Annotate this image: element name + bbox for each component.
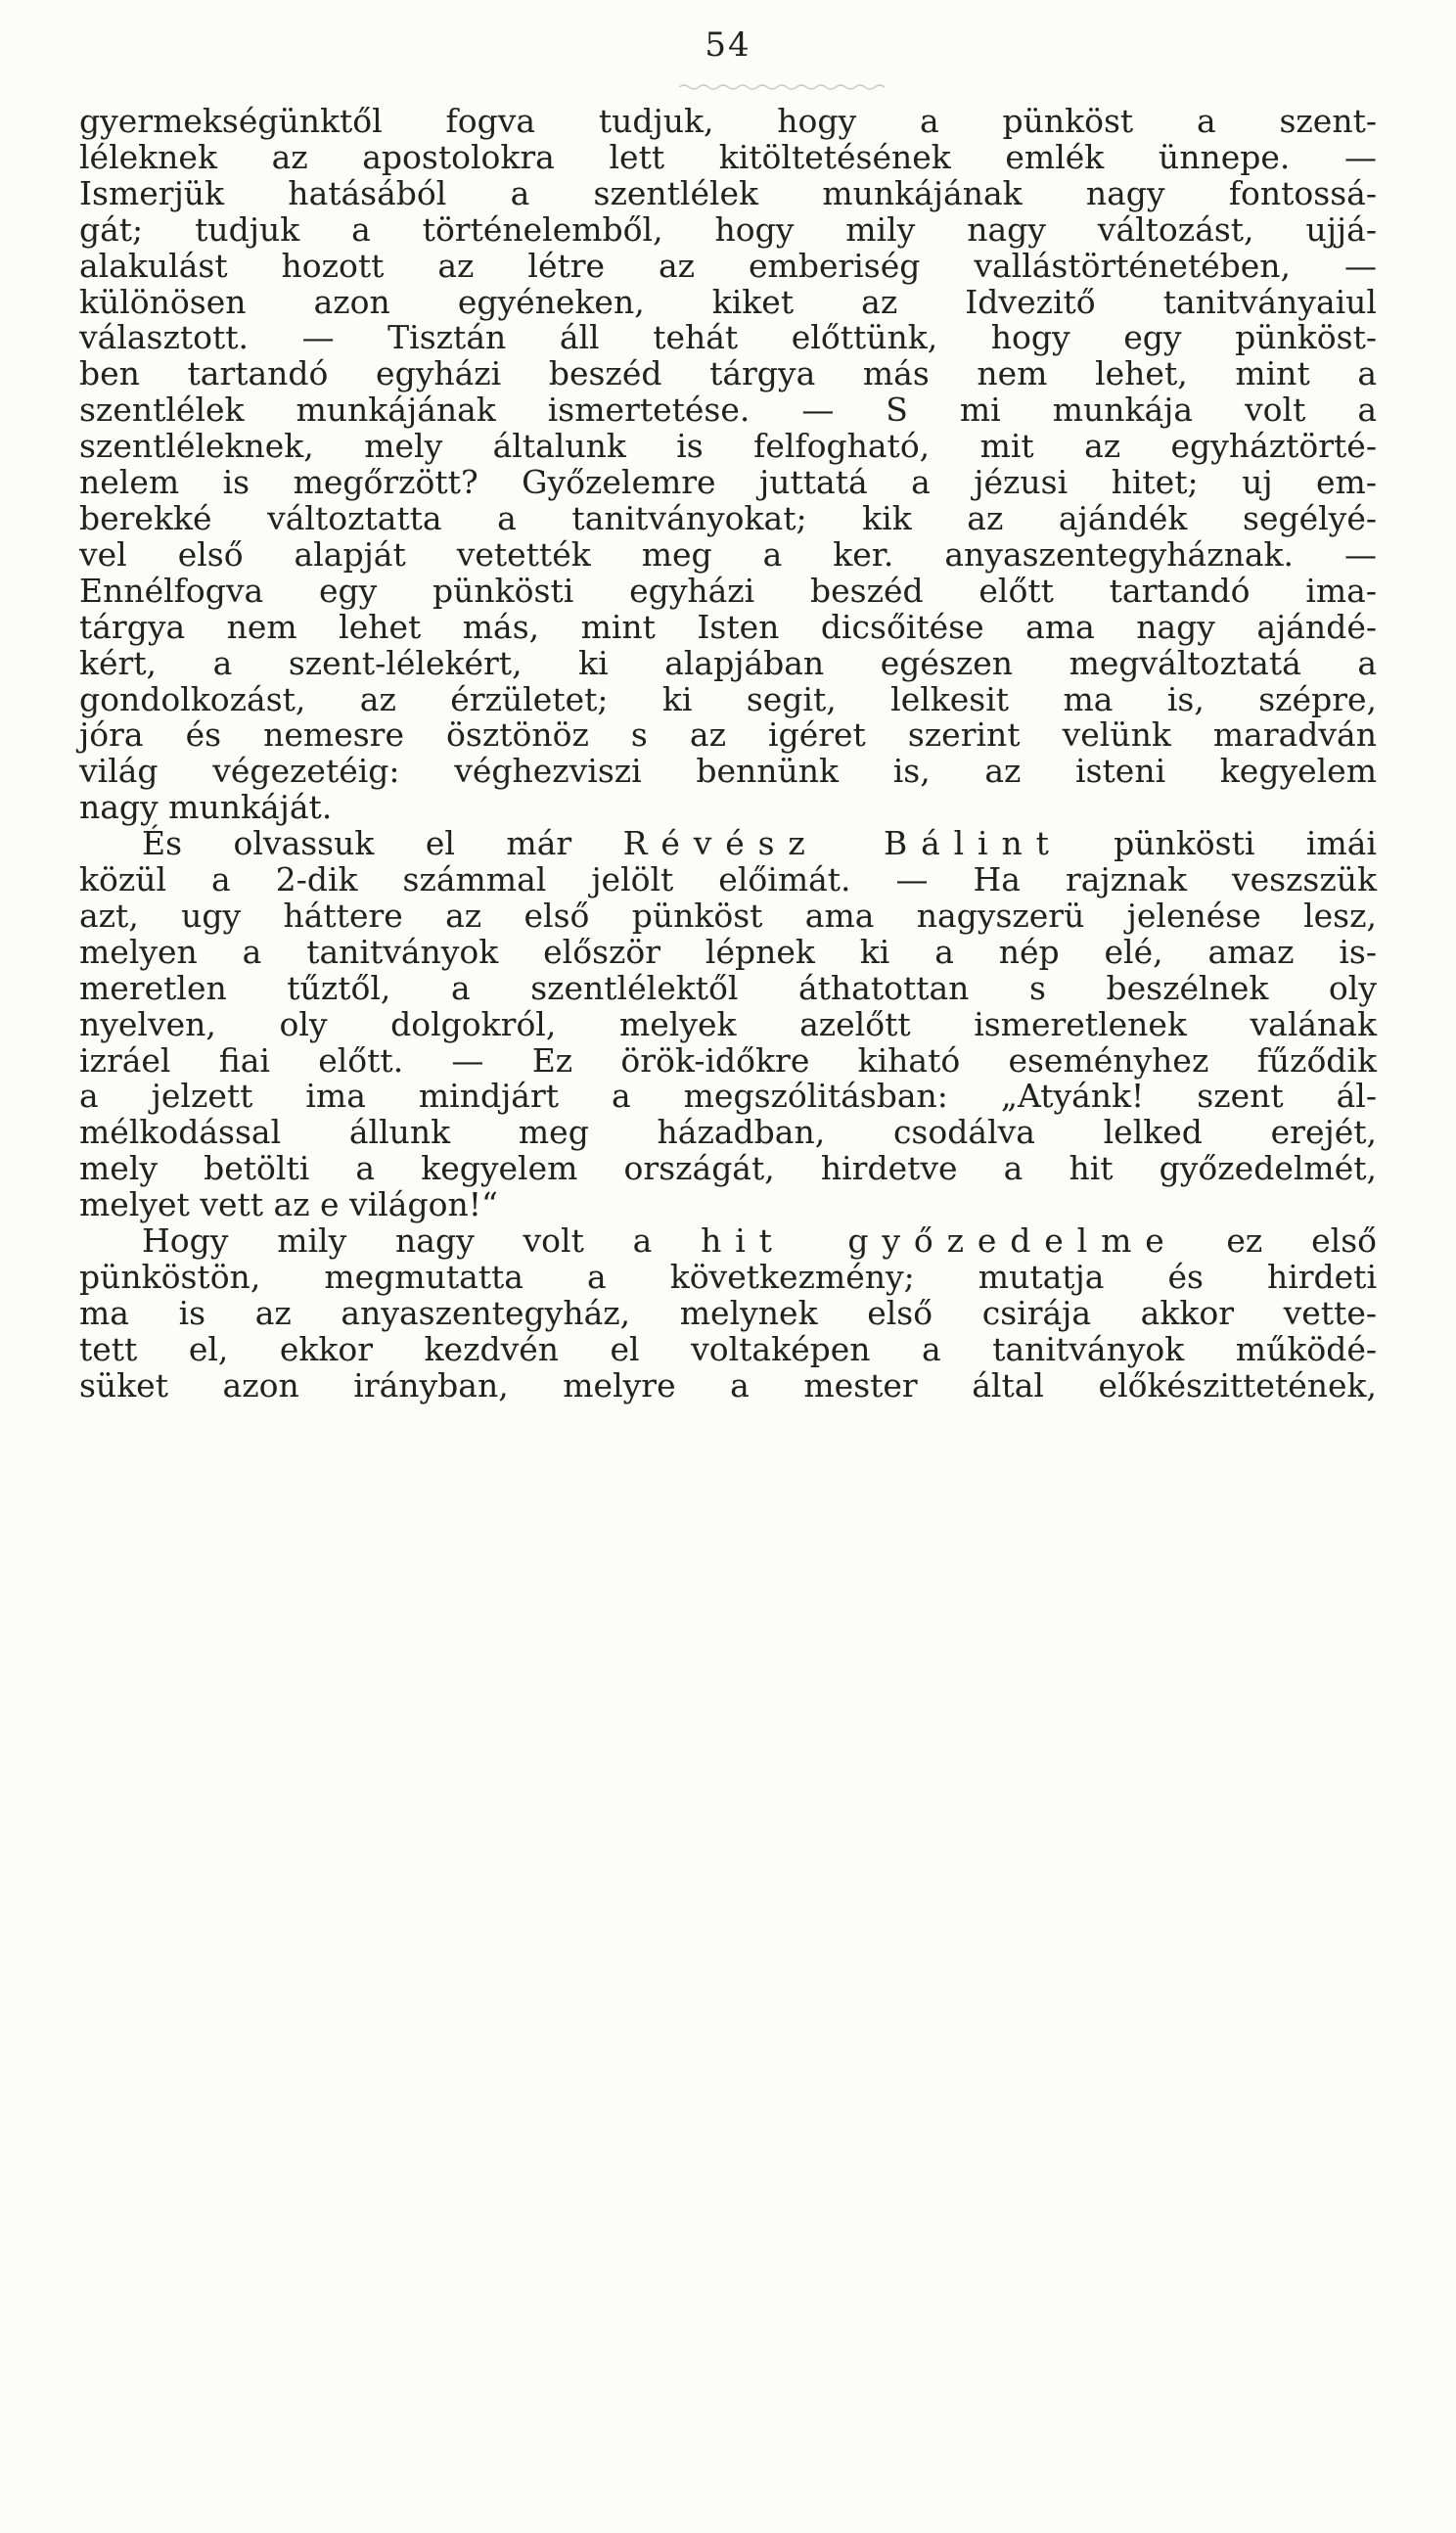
text-run: a jelzett ima mindjárt a megszólitásban: „Atyánk! szent ál- [79,1077,1377,1116]
emphasized-letterspaced-text: Révész Bálint [622,824,1063,863]
text-line [79,534,1377,574]
text-line [79,754,1377,790]
text-line [79,173,1377,212]
text-run: gyermekségünktől fogva tudjuk, hogy a pünköst a szent- [79,102,1377,140]
text-run: ez első [1177,1221,1377,1261]
text-run: És olvassuk el már [142,824,623,863]
text-line [79,1293,1377,1332]
text-line [79,104,1377,140]
text-run: izráel fiai előtt. — Ez örök-időkre kiható eseményhez fűződik [79,1040,1377,1080]
text-line [79,1115,1377,1151]
text-line [79,1079,1377,1115]
text-run: gondolkozást, az érzületet; ki segit, lelkesit ma is, szépre, [79,679,1377,718]
text-run: különösen azon egyéneken, kiket az Idvezitő tanitványaiul [79,282,1377,321]
text-line [79,246,1377,285]
text-line [79,1151,1377,1187]
text-line [79,282,1377,321]
text-line [79,607,1377,646]
text-line [79,1260,1377,1296]
text-run: berekké változtatta a tanitványokat; kik az ajándék segélyé- [79,498,1377,537]
text-line [79,392,1377,429]
page-number-underline-ornament [679,82,888,92]
text-line [79,790,1377,826]
text-run: szentléleknek, mely általunk is felfogható, mit az egyháztörté- [79,427,1377,466]
text-line [79,643,1377,682]
text-line [79,1329,1377,1368]
text-run: kért, a szent-lélekért, ki alapjában egészen megváltoztatá a [79,643,1377,682]
page-number: 54 [705,25,751,65]
text-run: nelem is megőrzött? Győzelemre juttatá a jézusi hitet; uj em- [79,463,1377,502]
text-line [79,465,1377,501]
text-line [79,498,1377,537]
text-line [79,320,1377,356]
text-line [79,1365,1377,1405]
text-run: melyet vett az e világon!“ [79,1185,498,1224]
text-run: pünkösti imái [1062,824,1377,863]
text-run: tett el, ekkor kezdvén el voltaképen a tanitványok működé- [79,1329,1377,1368]
text-run: mely betölti a kegyelem országát, hirdetve a hit győzedelmét, [79,1149,1377,1188]
text-line [79,898,1377,935]
text-run: Ismerjük hatásából a szentlélek munkájának nagy fontossá- [79,173,1377,212]
text-run: meretlen tűztől, a szentlélektől áthatottan s beszélnek oly [79,968,1377,1007]
emphasized-letterspaced-text: hit győzedelme [701,1221,1178,1261]
text-line [79,826,1377,862]
text-run: vel első alapját vetették meg a ker. anyaszentegyháznak. — [79,534,1377,574]
text-line [79,679,1377,718]
text-line [79,1004,1377,1043]
text-line [79,1187,1377,1223]
text-line [79,429,1377,465]
text-run: alakulást hozott az létre az emberiség vallástörténetében, — [79,246,1377,285]
text-run: mélkodással állunk meg házadban, csodálva lelked erejét, [79,1113,1377,1152]
text-line [79,1223,1377,1260]
text-line [79,968,1377,1007]
text-run: ben tartandó egyházi beszéd tárgya más nem lehet, mint a [79,354,1377,393]
text-run: választott. — Tisztán áll tehát előttünk, hogy egy pünköst- [79,318,1377,357]
text-run: Ennélfogva egy pünkösti egyházi beszéd előtt tartandó ima- [79,571,1377,610]
text-line [79,571,1377,610]
text-run: ma is az anyaszentegyház, melynek első csirája akkor vette- [79,1293,1377,1332]
text-run: tárgya nem lehet más, mint Isten dicsőitése ama nagy ajándé- [79,607,1377,646]
text-run: világ végezetéig: véghezviszi bennünk is, az isteni kegyelem [79,752,1377,791]
text-line [79,1040,1377,1080]
text-run: gát; tudjuk a történelemből, hogy mily nagy változást, ujjá- [79,209,1377,249]
text-run: nagy munkáját. [79,788,333,827]
text-run: Hogy mily nagy volt a [142,1221,702,1261]
text-line [79,209,1377,249]
text-line [79,862,1377,898]
text-run: nyelven, oly dolgokról, melyek azelőtt ismeretlenek valának [79,1004,1377,1043]
text-run: közül a 2-dik számmal jelölt előimát. — Ha rajznak veszszük [79,860,1377,899]
text-run: azt, ugy háttere az első pünköst ama nagyszerü jelenése lesz, [79,896,1377,935]
text-run: jóra és nemesre ösztönöz s az igéret szerint velünk maradván [79,715,1377,755]
text-run: pünköstön, megmutatta a következmény; mutatja és hirdeti [79,1258,1377,1296]
text-run: léleknek az apostolokra lett kitöltetésének emlék ünnepe. — [79,137,1377,176]
text-line [79,137,1377,176]
text-line [79,356,1377,392]
text-line [79,932,1377,971]
text-run: melyen a tanitványok először lépnek ki a nép elé, amaz is- [79,932,1377,971]
text-line [79,717,1377,754]
text-run: süket azon irányban, melyre a mester által előkészittetének, [79,1365,1377,1405]
text-run: szentlélek munkájának ismertetése. — S mi munkája volt a [79,391,1377,430]
text-block [79,104,1377,1405]
